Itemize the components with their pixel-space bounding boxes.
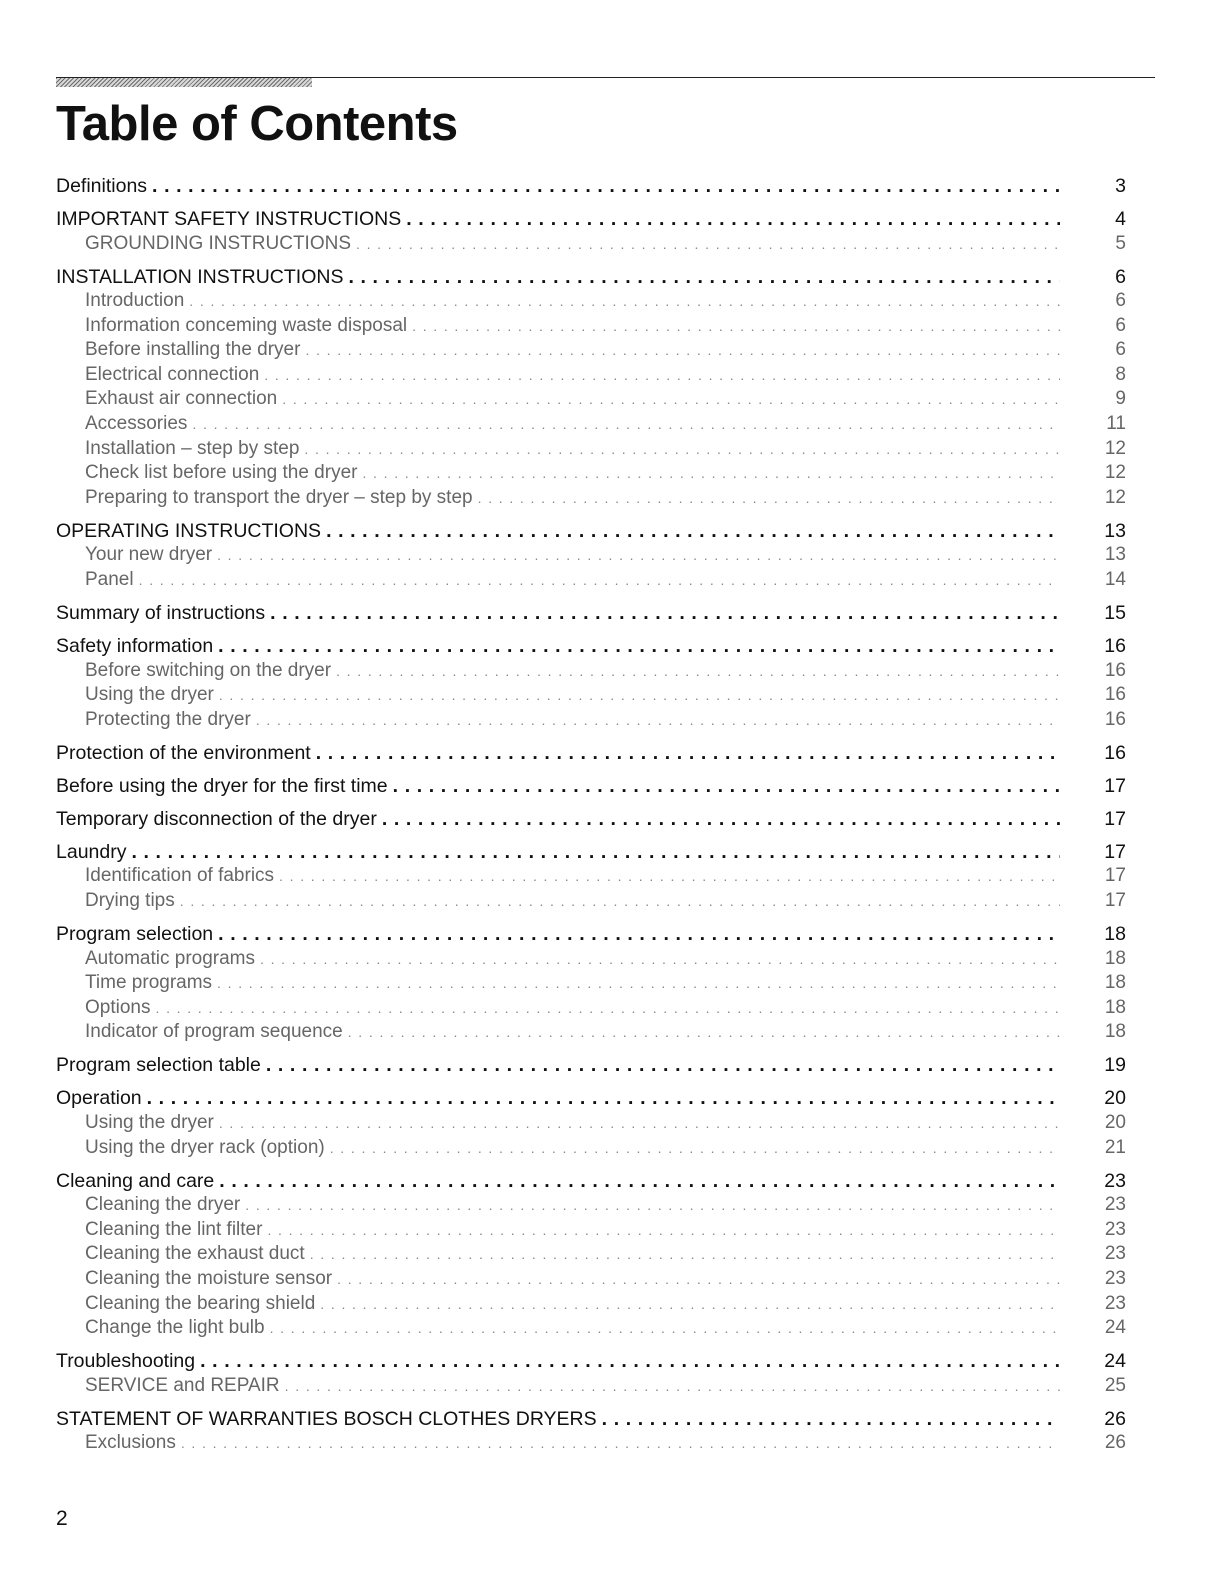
- dot-leader: [382, 807, 1060, 832]
- toc-entry-label: Accessories: [85, 413, 188, 435]
- toc-entry-label: Using the dryer: [85, 1111, 214, 1133]
- toc-entry-page: 13: [1104, 544, 1126, 566]
- toc-entry-page: 17: [1104, 865, 1126, 887]
- page-number: 2: [56, 1507, 68, 1530]
- toc-subentry[interactable]: [56, 864, 1126, 889]
- toc-entry-page: 16: [1104, 659, 1126, 681]
- dot-leader: [260, 947, 1060, 972]
- page-title: Table of Contents: [56, 97, 458, 151]
- toc-entry-label: Indicator of program sequence: [85, 1021, 343, 1043]
- dot-leader: [267, 1218, 1060, 1243]
- toc-entry-page: 18: [1104, 972, 1126, 994]
- dot-leader: [310, 1242, 1060, 1267]
- toc-entry-label: INSTALLATION INSTRUCTIONS: [56, 265, 344, 288]
- toc-entry-label: Protection of the environment: [56, 741, 311, 764]
- toc-entry[interactable]: [56, 807, 1126, 832]
- toc-entry-label: Preparing to transport the dryer – step by step: [85, 486, 473, 508]
- dot-leader: [478, 486, 1060, 511]
- toc-subentry[interactable]: [56, 412, 1126, 437]
- toc-entry-label: Time programs: [85, 972, 213, 994]
- dot-leader: [602, 1407, 1060, 1432]
- toc-subentry[interactable]: [56, 1374, 1126, 1399]
- toc-entry-page: 25: [1104, 1374, 1126, 1396]
- toc-subentry[interactable]: [56, 568, 1126, 593]
- toc-subentry[interactable]: [56, 1111, 1126, 1136]
- toc-entry-label: Protecting the dryer: [85, 708, 251, 730]
- toc-entry-label: Introduction: [85, 290, 185, 312]
- toc-entry-page: 19: [1104, 1054, 1126, 1077]
- dot-leader: [305, 338, 1060, 363]
- toc-entry[interactable]: [56, 1349, 1126, 1374]
- dot-leader: [412, 314, 1060, 339]
- toc-entry-label: Operation: [56, 1087, 142, 1110]
- toc-entry-label: Check list before using the dryer: [85, 462, 358, 484]
- toc-entry-page: 6: [1115, 265, 1126, 288]
- toc-entry-page: 24: [1104, 1350, 1126, 1373]
- toc-entry-page: 18: [1104, 1021, 1126, 1043]
- toc-entry-label: Installation – step by step: [85, 437, 300, 459]
- toc-entry-page: 14: [1104, 569, 1126, 591]
- toc-entry-label: Drying tips: [85, 890, 175, 911]
- toc-entry-label: Panel: [85, 569, 134, 591]
- toc-entry[interactable]: [56, 774, 1126, 799]
- toc-entry-label: Program selection: [56, 923, 214, 946]
- toc-entry-label: Automatic programs: [85, 947, 256, 969]
- toc-entry-label: Safety information: [56, 635, 214, 658]
- toc-entry-label: Exhaust air connection: [85, 388, 278, 410]
- dot-leader: [147, 1086, 1060, 1111]
- dot-leader: [181, 1431, 1060, 1456]
- dot-leader: [270, 601, 1060, 626]
- toc-subentry[interactable]: [56, 708, 1126, 733]
- toc-entry-page: 18: [1104, 947, 1126, 969]
- dot-leader: [155, 996, 1060, 1021]
- toc-subentry[interactable]: [56, 1316, 1126, 1341]
- toc-entry-page: 23: [1104, 1267, 1126, 1289]
- dot-leader: [218, 634, 1060, 659]
- toc-entry-label: Cleaning the lint filter: [85, 1218, 263, 1240]
- toc-entry-label: Cleaning the dryer: [85, 1194, 241, 1216]
- toc-subentry[interactable]: [56, 1292, 1126, 1317]
- dot-leader: [264, 363, 1060, 388]
- toc-subentry[interactable]: [56, 387, 1126, 412]
- toc-entry-label: Before installing the dryer: [85, 339, 301, 361]
- dot-leader: [316, 741, 1060, 766]
- toc-entry-label: Identification of fabrics: [85, 865, 275, 887]
- toc-entry-page: 11: [1106, 413, 1126, 435]
- toc-entry[interactable]: [56, 1407, 1126, 1432]
- toc-entry[interactable]: [56, 207, 1126, 232]
- dot-leader: [139, 568, 1060, 593]
- dot-leader: [219, 683, 1060, 708]
- dot-leader: [218, 922, 1060, 947]
- dot-leader: [406, 207, 1060, 232]
- toc-entry-page: 8: [1115, 363, 1126, 385]
- toc-entry-label: Cleaning the exhaust duct: [85, 1243, 305, 1265]
- dot-leader: [336, 659, 1060, 684]
- toc-entry-page: 24: [1104, 1317, 1126, 1339]
- toc-subentry[interactable]: [56, 289, 1126, 314]
- dot-leader: [217, 971, 1060, 996]
- dot-leader: [217, 543, 1060, 568]
- toc-entry[interactable]: [56, 174, 1126, 199]
- toc-entry-page: 16: [1104, 741, 1126, 764]
- toc-entry-page: 17: [1104, 890, 1126, 911]
- dot-leader: [180, 889, 1060, 914]
- dot-leader: [337, 1267, 1060, 1292]
- toc-entry-page: 6: [1115, 290, 1126, 312]
- toc-entry-page: 21: [1104, 1136, 1126, 1158]
- dot-leader: [282, 387, 1060, 412]
- toc-subentry[interactable]: [56, 996, 1126, 1021]
- toc-entry-page: 26: [1104, 1432, 1126, 1454]
- toc-entry-page: 16: [1104, 684, 1126, 706]
- toc-entry-page: 23: [1104, 1169, 1126, 1192]
- toc-entry-label: Exclusions: [85, 1432, 176, 1454]
- toc-entry-label: Options: [85, 996, 151, 1018]
- toc-entry-page: 12: [1104, 462, 1126, 484]
- dot-leader: [320, 1292, 1060, 1317]
- toc-entry[interactable]: [56, 1053, 1126, 1078]
- toc-entry-label: Summary of instructions: [56, 602, 266, 625]
- toc-entry-label: Cleaning the bearing shield: [85, 1292, 316, 1314]
- toc-subentry[interactable]: [56, 1267, 1126, 1292]
- toc-subentry[interactable]: [56, 486, 1126, 511]
- toc-entry[interactable]: [56, 601, 1126, 626]
- toc-entry[interactable]: [56, 1169, 1126, 1194]
- toc-entry-page: 23: [1104, 1194, 1126, 1216]
- toc-subentry[interactable]: [56, 314, 1126, 339]
- toc-subentry[interactable]: [56, 1020, 1126, 1045]
- dot-leader: [285, 1374, 1060, 1399]
- toc-subentry[interactable]: [56, 363, 1126, 388]
- dot-leader: [326, 519, 1060, 544]
- toc-subentry[interactable]: [56, 543, 1126, 568]
- toc-entry-page: 26: [1104, 1407, 1126, 1430]
- dot-leader: [152, 174, 1060, 199]
- toc-subentry[interactable]: [56, 1218, 1126, 1243]
- toc-entry[interactable]: [56, 519, 1126, 544]
- toc-entry-page: 23: [1104, 1218, 1126, 1240]
- toc-entry-label: Laundry: [56, 840, 127, 863]
- dot-leader: [348, 1020, 1060, 1045]
- toc-entry-page: 9: [1115, 388, 1126, 410]
- toc-entry[interactable]: [56, 922, 1126, 947]
- toc-entry-label: Your new dryer: [85, 544, 213, 566]
- dot-leader: [348, 265, 1060, 290]
- toc-subentry[interactable]: [56, 1136, 1126, 1161]
- toc-entry-label: Using the dryer: [85, 684, 214, 706]
- toc-subentry[interactable]: [56, 971, 1126, 996]
- toc-entry-page: 5: [1115, 232, 1126, 254]
- toc-subentry[interactable]: [56, 947, 1126, 972]
- table-of-contents: [56, 174, 1126, 1456]
- dot-leader: [189, 289, 1060, 314]
- toc-subentry[interactable]: [56, 1242, 1126, 1267]
- dot-leader: [330, 1136, 1060, 1161]
- toc-entry-label: Program selection table: [56, 1054, 261, 1077]
- toc-subentry[interactable]: [56, 338, 1126, 363]
- toc-entry-label: Using the dryer rack (option): [85, 1136, 325, 1158]
- dot-leader: [279, 864, 1060, 889]
- toc-entry-page: 20: [1104, 1111, 1126, 1133]
- toc-entry[interactable]: [56, 634, 1126, 659]
- toc-entry-label: Definitions: [56, 175, 148, 197]
- toc-subentry[interactable]: [56, 437, 1126, 462]
- toc-entry-page: 12: [1104, 486, 1126, 508]
- toc-entry-label: GROUNDING INSTRUCTIONS: [85, 232, 351, 254]
- toc-subentry[interactable]: [56, 683, 1126, 708]
- toc-entry-page: 20: [1104, 1087, 1126, 1110]
- toc-entry-label: SERVICE and REPAIR: [85, 1374, 280, 1396]
- toc-entry-page: 17: [1104, 774, 1126, 797]
- toc-entry-page: 18: [1104, 923, 1126, 946]
- toc-entry-page: 18: [1104, 996, 1126, 1018]
- toc-entry-page: 4: [1115, 208, 1126, 230]
- toc-entry-page: 23: [1104, 1243, 1126, 1265]
- toc-entry[interactable]: [56, 840, 1126, 865]
- toc-entry-page: 17: [1104, 807, 1126, 830]
- toc-entry-label: Troubleshooting: [56, 1350, 196, 1373]
- toc-entry-page: 6: [1115, 339, 1126, 361]
- toc-entry-page: 13: [1104, 519, 1126, 542]
- toc-subentry[interactable]: [56, 1431, 1126, 1456]
- toc-entry-label: Temporary disconnection of the dryer: [56, 807, 377, 830]
- dot-leader: [256, 708, 1060, 733]
- dot-leader: [245, 1193, 1060, 1218]
- toc-entry-label: Cleaning and care: [56, 1169, 215, 1192]
- toc-entry-page: 6: [1115, 314, 1126, 336]
- toc-entry-page: 23: [1104, 1292, 1126, 1314]
- toc-entry-label: Before using the dryer for the first time: [56, 774, 388, 797]
- toc-subentry[interactable]: [56, 659, 1126, 684]
- toc-entry-label: Information conceming waste disposal: [85, 314, 408, 336]
- toc-subentry[interactable]: [56, 1193, 1126, 1218]
- dot-leader: [219, 1169, 1060, 1194]
- dot-leader: [393, 774, 1060, 799]
- toc-entry-label: Electrical connection: [85, 363, 260, 385]
- toc-subentry[interactable]: [56, 889, 1126, 914]
- toc-entry[interactable]: [56, 741, 1126, 766]
- toc-entry-page: 16: [1104, 635, 1126, 658]
- dot-leader: [200, 1349, 1060, 1374]
- toc-subentry[interactable]: [56, 232, 1126, 257]
- toc-entry-page: 17: [1104, 840, 1126, 863]
- toc-entry-label: IMPORTANT SAFETY INSTRUCTIONS: [56, 208, 402, 230]
- header-hatch-bar: [56, 78, 312, 87]
- toc-entry-page: 12: [1104, 437, 1126, 459]
- dot-leader: [266, 1053, 1060, 1078]
- toc-entry-page: 15: [1104, 602, 1126, 625]
- toc-entry-label: Change the light bulb: [85, 1317, 265, 1339]
- dot-leader: [356, 232, 1060, 257]
- dot-leader: [362, 461, 1060, 486]
- toc-entry[interactable]: [56, 265, 1126, 290]
- toc-subentry[interactable]: [56, 461, 1126, 486]
- dot-leader: [219, 1111, 1060, 1136]
- toc-entry-page: 3: [1115, 175, 1126, 197]
- dot-leader: [131, 840, 1060, 865]
- toc-entry-page: 16: [1104, 708, 1126, 730]
- toc-entry-label: Cleaning the moisture sensor: [85, 1267, 333, 1289]
- toc-entry-label: Before switching on the dryer: [85, 659, 332, 681]
- toc-entry-label: OPERATING INSTRUCTIONS: [56, 519, 322, 542]
- dot-leader: [304, 437, 1060, 462]
- dot-leader: [192, 412, 1060, 437]
- toc-entry[interactable]: [56, 1086, 1126, 1111]
- toc-entry-label: STATEMENT OF WARRANTIES BOSCH CLOTHES DRYERS: [56, 1407, 597, 1430]
- dot-leader: [270, 1316, 1060, 1341]
